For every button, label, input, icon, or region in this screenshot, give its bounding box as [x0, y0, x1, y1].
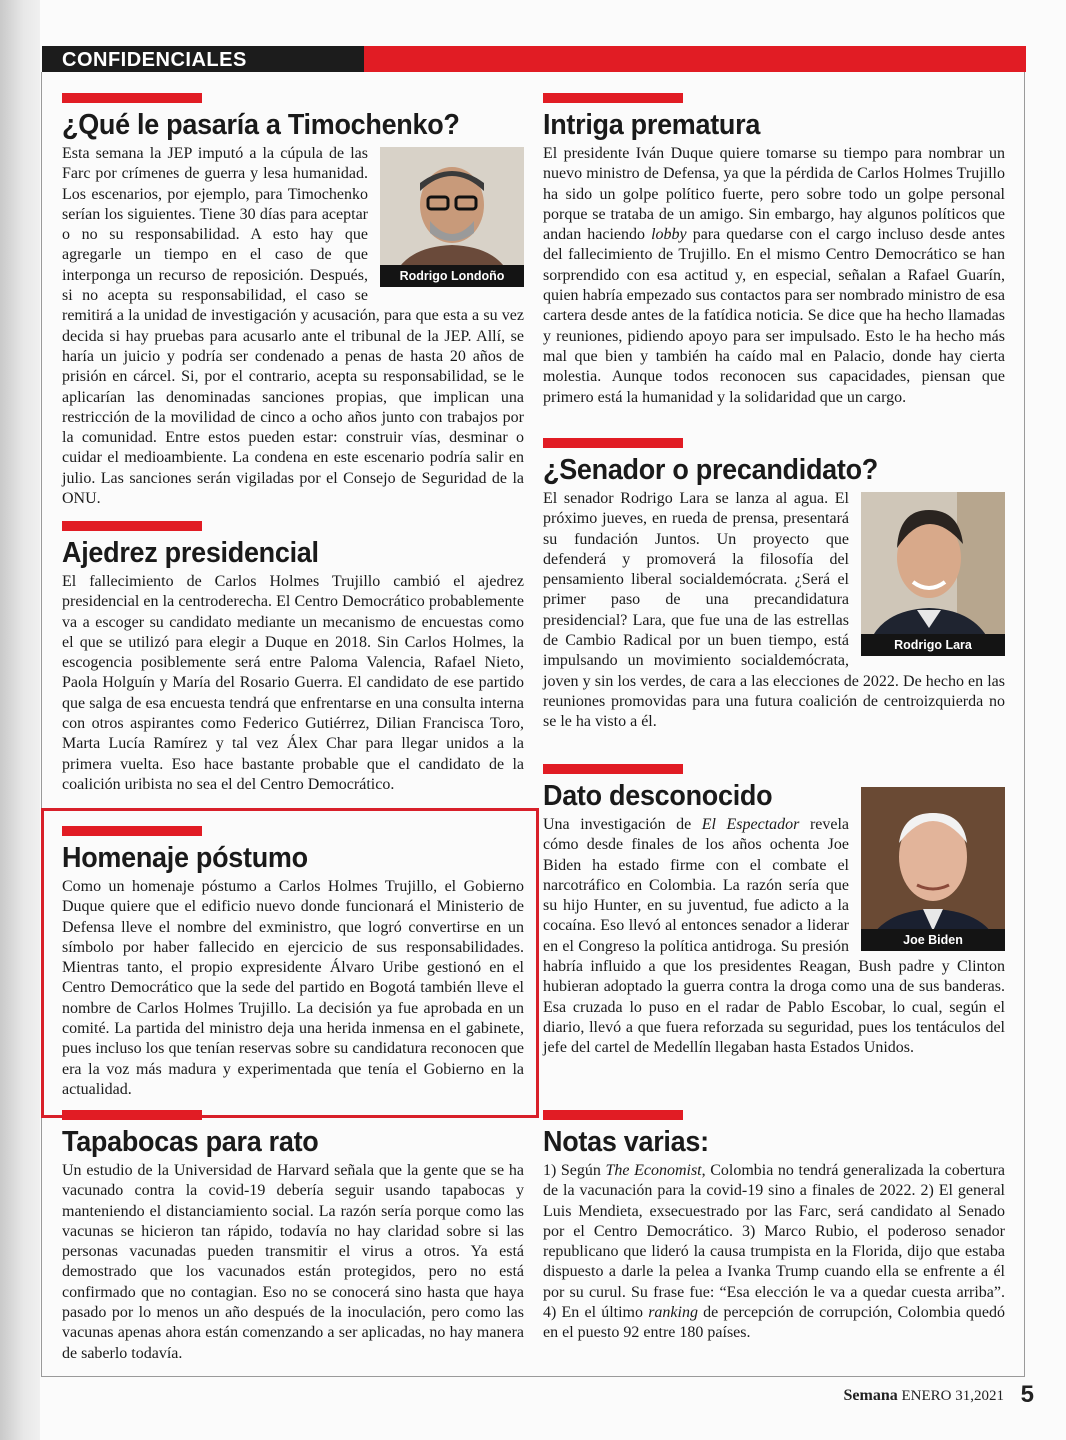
article-notas: [543, 1110, 1005, 1344]
article-body-emphasis: El Espectador: [701, 816, 800, 833]
article-body: Como un homenaje póstumo a Carlos Holmes Trujillo, el Gobierno Duque quiere que el edificio nuevo donde funcionará el Ministerio de Defensa lleve el nombre del exministro, que logró convertirse en un símbolo por haber fallecido en ejercicio de sus responsabilidades. Mientras tanto, el propio expresidente Álvaro Uribe gestionó en el Centro Democrático que la sede del partido en Bogotá también lleve el nombre de Carlos Holmes Trujillo. La decisión ya fue aprobada en un comité. La partida del ministro deja una herida inmensa en el gabinete, pues incluso los que tenían reservas sobre su candidatura reconocen que era la voz más madura y experimentada que tenía el Gobierno en la actualidad.: [62, 878, 524, 1098]
article-intriga: [543, 93, 1005, 408]
article-title: ¿Qué le pasaría a Timochenko?: [62, 109, 460, 141]
article-title: Homenaje póstumo: [62, 842, 308, 874]
article-title: Ajedrez presidencial: [62, 537, 319, 569]
article-title: Dato desconocido: [543, 780, 773, 812]
article-body-clip: [62, 572, 524, 795]
photo-rodrigo-londono: [380, 147, 524, 287]
article-rule: [62, 521, 202, 531]
article-rule: [543, 764, 683, 774]
article-rule: [62, 93, 202, 103]
article-body-emphasis: The Economist: [605, 1162, 702, 1179]
article-dato: [543, 764, 1005, 1059]
photo-rodrigo-lara: [861, 492, 1005, 656]
article-title: ¿Senador o precandidato?: [543, 454, 878, 486]
article-body-text: Una investigación de: [543, 816, 702, 833]
article-body-emphasis: lobby: [651, 226, 687, 244]
article-body-text: El presidente Iván Duque quiere tomarse su tiempo para nombrar un nuevo ministro de Defensa, ya que la pérdida de Carlos Holmes Trujillo ha sido un golpe político fuerte, pero sobre todo un golpe personal porque se trataba de un amigo. Sin embargo, hay algunos políticos que andan haciendo: [543, 145, 1005, 244]
portrait-illustration: [861, 492, 1005, 656]
article-body: El fallecimiento de Carlos Holmes Trujillo cambió el ajedrez presidencial en la centroderecha. El Centro Democrático probablemente va a escoger su candidato mediante un mecanismo de encuestas como el que se utilizó para elegir a Duque en 2018. Sin Carlos Holmes, la escogencia posiblemente será entre Paloma Valencia, Rafael Nieto, Paola Holguín y María del Rosario Guerra. El candidato de ese partido que salga de esa encuesta tendrá que enfrentarse en una consulta interna con otros aspirantes como Federico Gutiérrez, Dilian Francisca Toro, Marta Lucía Ramírez y tal vez Álex Char para llegar unidos a la primera vuelta. Eso hace bastante probable que el candidato de la coalición uribista no sea el del Centro Democrático.: [62, 573, 524, 793]
magazine-brand: Semana: [843, 1387, 898, 1404]
article-body-text: 1) Según: [543, 1162, 606, 1179]
article-timochenko: [62, 93, 524, 509]
section-title: CONFIDENCIALES: [62, 49, 247, 71]
article-rule: [62, 826, 202, 836]
photo-caption: Joe Biden: [861, 929, 1005, 951]
page-footer: [843, 1381, 1034, 1408]
article-rule: [543, 438, 683, 448]
article-rule: [543, 93, 683, 103]
article-body-text: revela cómo desde finales de los años ochenta Joe Biden ha estado firme con el combate el narcotráfico en Colombia. La razón sería que su hijo Hunter, en su juventud, fue adicto a la cocaína. Eso llevó al entonces senador a liderar en el Congreso la política antidroga. Su presión habría influido a que los presidentes Reagan, Bush padre y Clinton hubieran adoptado la guerra contra la droga como una de sus banderas. Esa cruzada lo puso en el radar de Pablo Escobar, lo cual, según el diario, llevó a que fuera reforzada su seguridad, pues los tentáculos del jefe del cartel de Medellín llegaban hasta Estados Unidos.: [543, 816, 1005, 1057]
article-rule: [543, 1110, 683, 1120]
article-body-text: de percepción de corrupción, Colombia quedó en el puesto 92 entre 180 países.: [543, 1304, 1005, 1342]
article-senador: [543, 438, 1005, 733]
article-rule: [62, 1110, 202, 1120]
article-body: El senador Rodrigo Lara se lanza al agua. El próximo jueves, en rueda de prensa, presentará su fundación Juntos. Un proyecto que defenderá y promoverá la filosofía del pensamiento liberal socialdemócrata. ¿Será el primer paso de una precandidatura presidencial? Lara, que fue una de las estrellas de Cambio Radical por un buen tiempo, está impulsando un movimiento socialdemócrata, joven y sin los verdes, de cara a las elecciones de 2022. De hecho en las reuniones promovidas para una futura coalición de centroizquierda no se le ha visto a él.: [543, 490, 1005, 731]
page-number: 5: [1020, 1381, 1034, 1408]
article-title: Notas varias:: [543, 1126, 709, 1158]
article-title: Intriga prematura: [543, 109, 761, 141]
portrait-illustration: [861, 787, 1005, 951]
issue-date: ENERO 31,2021: [901, 1388, 1004, 1404]
article-body: [543, 144, 1005, 408]
page-gutter: [0, 0, 40, 1440]
article-body: Esta semana la JEP imputó a la cúpula de las Farc por crímenes de guerra y lesa humanidad. Los escenarios, por ejemplo, para Timochenko serían los siguientes. Tiene 30 días para aceptar o no su responsabilidad. A esto hay que agregarle un tiempo en el caso de que interponga un recurso de reposición. Después, si no acepta su responsabilidad, el caso se remitirá a la unidad de investigación y acusación, para que esta a su vez decida si hay pruebas para acusarlo ante el tribunal de la JEP. Allí, se haría un juicio y podría ser condenado a penas de hasta 20 años de prisión en cárcel. Si, por el contrario, acepta su responsabilidad, se le aplicarían las denominadas sanciones propias, que implican una restricción de la movilidad de cinco a ocho años junto con trabajos por la comunidad. Entre estos pueden estar: construir vías, desminar o cuidar el medioambiente. La condena en este escenario podría salir en julio. Las sanciones serán vigiladas por el Consejo de Seguridad de la ONU.: [62, 145, 524, 508]
photo-caption: Rodrigo Lara: [861, 634, 1005, 656]
article-title: Tapabocas para rato: [62, 1126, 319, 1158]
article-body-emphasis: ranking: [648, 1304, 698, 1322]
article-body-text: para quedarse con el cargo incluso desde antes del fallecimiento de Trujillo. En el mismo Centro Democrático se han sorprendido con esa actitud y, en especial, señalan a Rafael Guarín, quien habría empezado sus contactos para ser nombrado ministro de esa cartera desde antes de la fatídica noticia. Se dice que ha hecho llamadas y reuniones, pidiendo apoyo para ser impulsado. Esto le ha hecho más mal que bien y también ha caído mal en Palacio, donde hay cierta molestia. Aunque todos reconocen sus capacidades, piensan que primero está la humanidad y la solidaridad que un cargo.: [543, 226, 1005, 406]
article-tapabocas: [62, 1110, 524, 1364]
photo-joe-biden: [861, 787, 1005, 951]
article-body-text: , Colombia no tendrá generalizada la cobertura de la vacunación para la covid-19 sino a finales de 2022. 2) El general Luis Mendieta, exsecuestrado por las Farc, será candidato al Senado por el Centro Democrático. 3) Marco Rubio, el poderoso senador republicano que lideró la causa trumpista en la Florida, dijo que estaba dispuesto a darle la pelea a Ivanka Trump cuando ella se enfrente a él por su curul. Su frase fue: “Esa elección le va a quedar cuesta arriba”. 4) En el último: [543, 1162, 1006, 1322]
article-body: Un estudio de la Universidad de Harvard señala que la gente que se ha vacunado contra la covid-19 debería seguir usando tapabocas y manteniendo el distanciamiento social. La razón sería porque como las vacunas se hicieron tan rápido, todavía no hay claridad sobre si las personas vacunadas pueden transmitir el virus a otros. Ya está demostrado que los vacunados están protegidos, pero no está confirmado que no contagian. Eso no se conocerá sino hasta que haya pasado por lo menos un año después de la inoculación, pero como las vacunas apenas ahora están comenzando a ser aplicadas, no hay manera de saberlo todavía.: [62, 1162, 524, 1362]
photo-caption: Rodrigo Londoño: [380, 265, 524, 287]
article-body: [543, 1161, 1005, 1344]
article-homenaje: [62, 826, 524, 1100]
article-ajedrez: [62, 521, 524, 795]
